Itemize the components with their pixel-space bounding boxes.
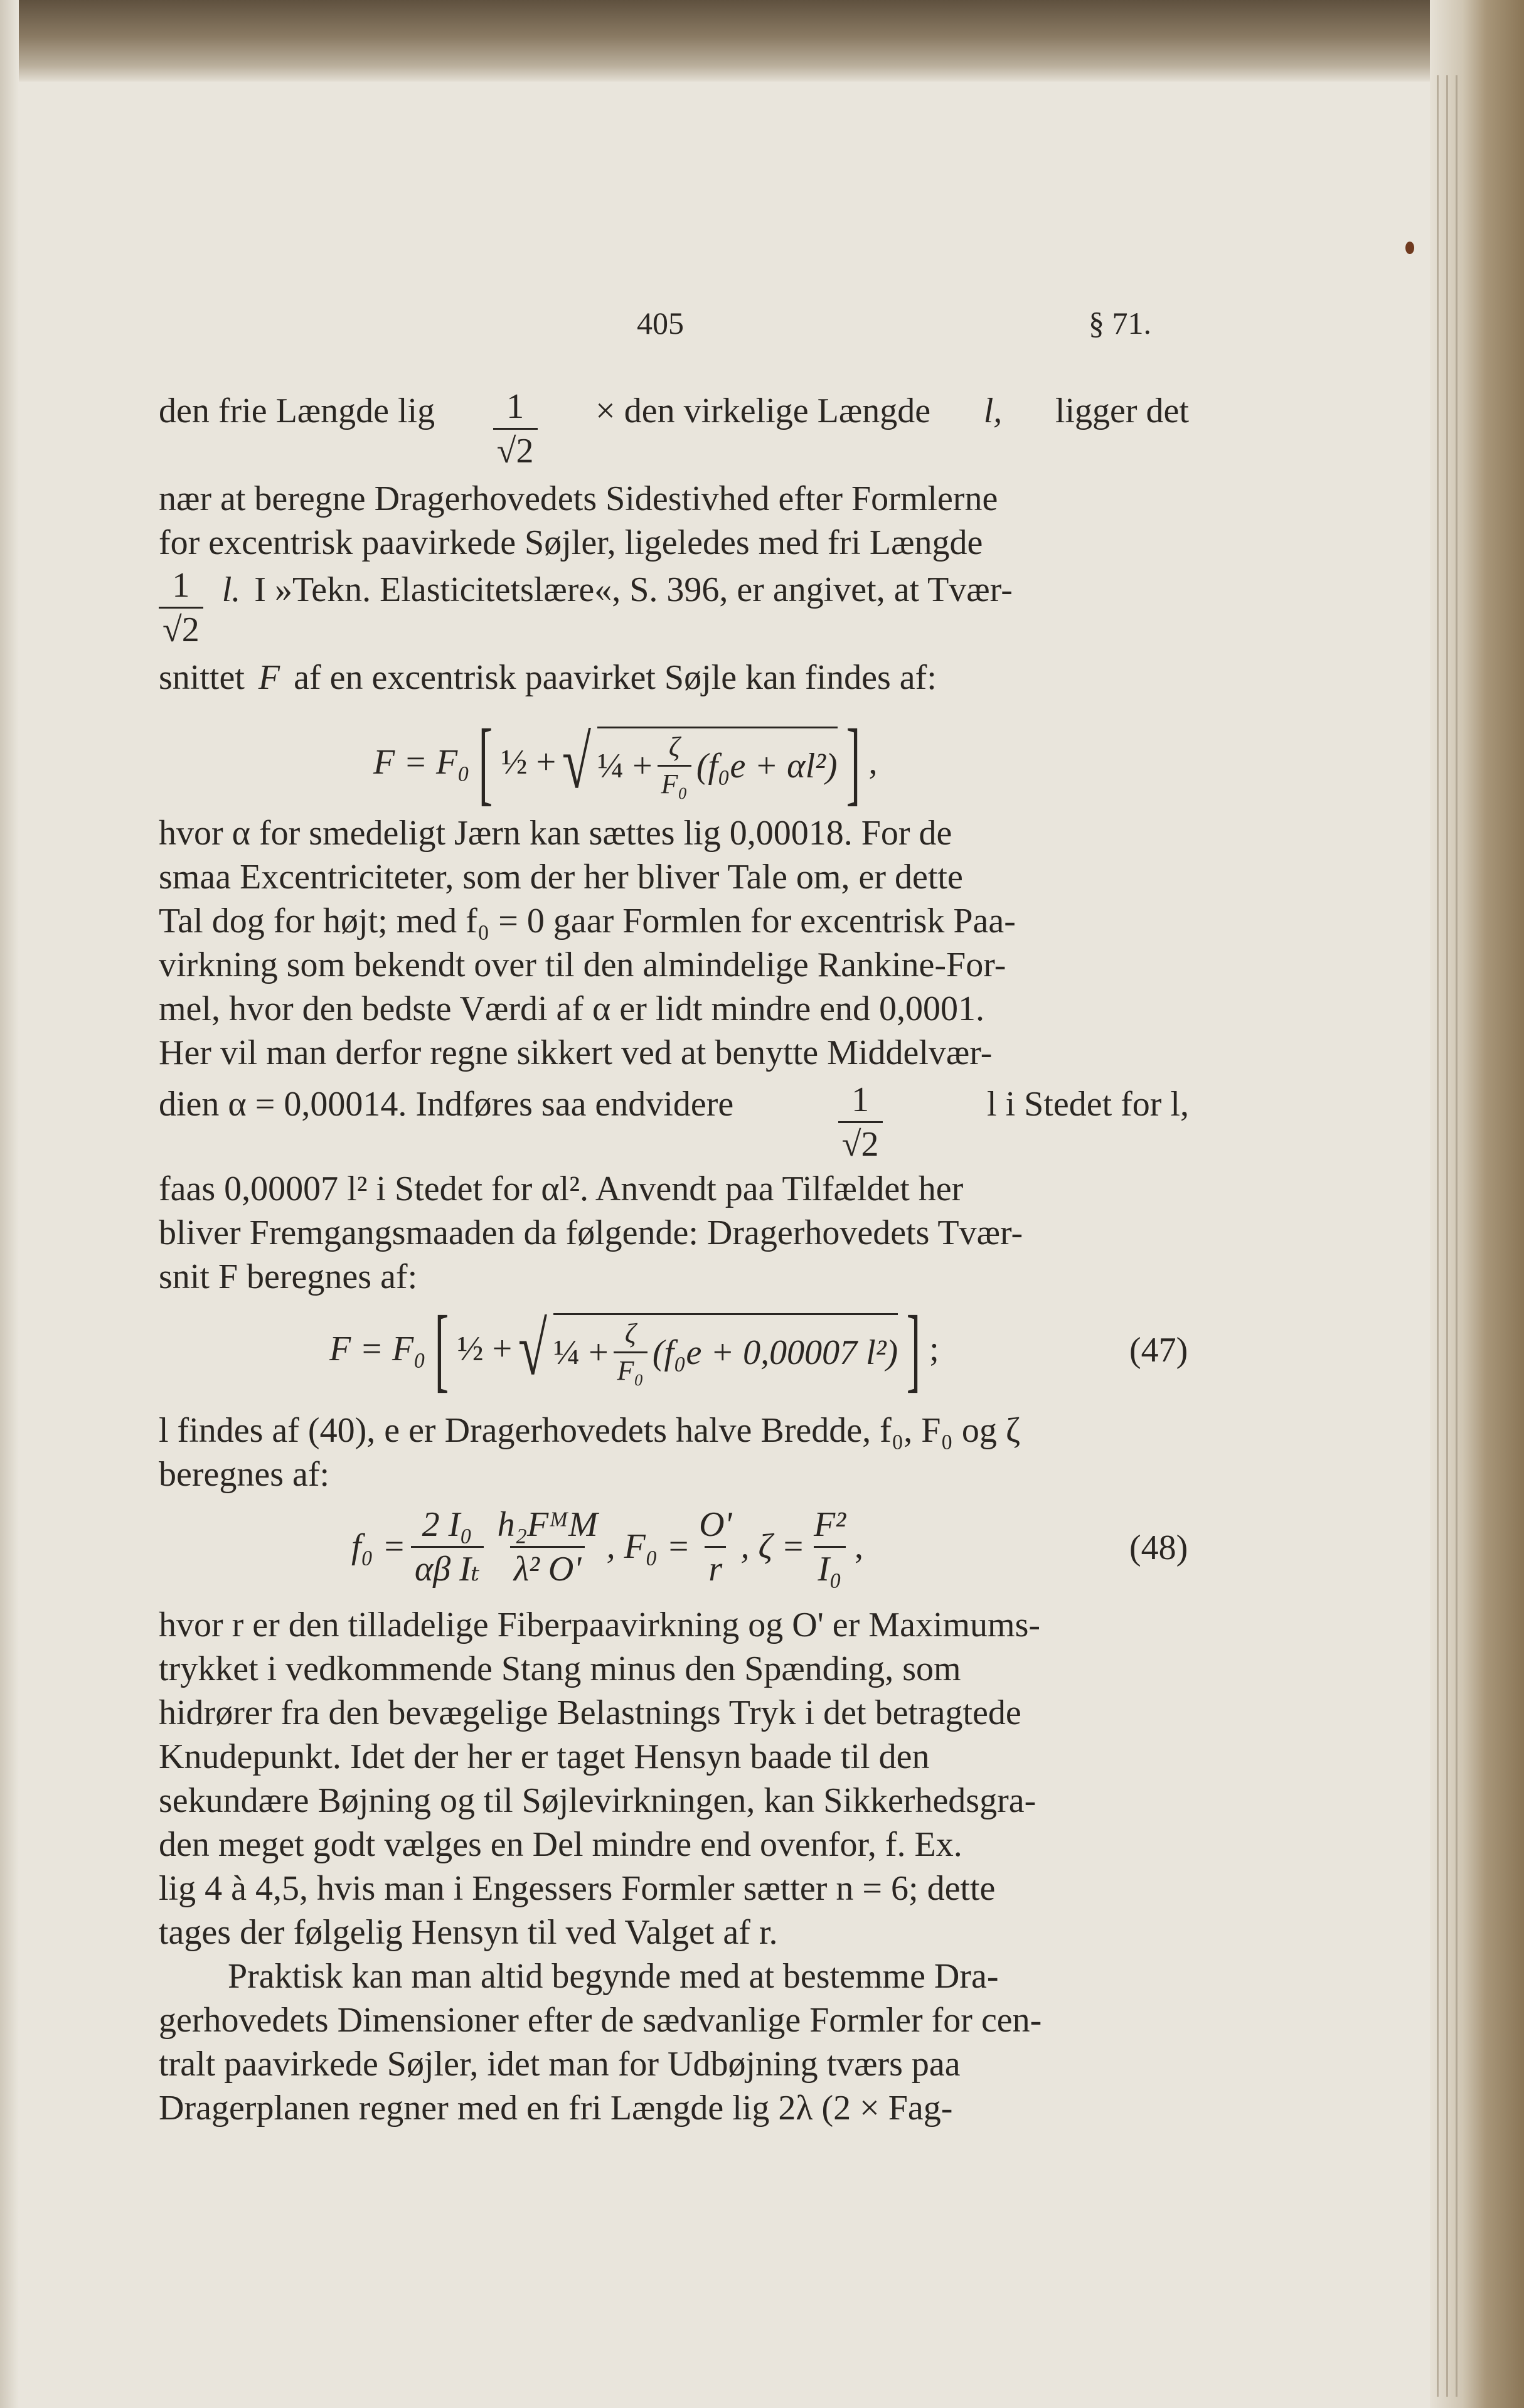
text-line xyxy=(159,1082,1189,1162)
ink-spot xyxy=(1405,242,1414,254)
page-top-edge xyxy=(0,0,1524,82)
page-edge-line xyxy=(1437,75,1439,2397)
fraction xyxy=(838,1082,883,1162)
text-line xyxy=(159,656,1189,700)
fraction-numerator: O' xyxy=(699,1505,732,1544)
sqrt-sign: √ xyxy=(518,1307,548,1390)
text-line: hvor α for smedeligt Jærn kan sættes lig 0,00018. For de xyxy=(159,814,952,853)
bracket-close: ] xyxy=(906,1297,921,1401)
text-fragment: l i Stedet for l, xyxy=(987,1085,1189,1124)
text-line: smaa Excentriciteter, som der her bliver Tale om, er dette xyxy=(159,858,963,897)
math-variable: l, xyxy=(983,392,1003,430)
fraction-numerator: 1 xyxy=(851,1080,870,1119)
text-line: mel, hvor den bedste Værdi af α er lidt mindre end 0,0001. xyxy=(159,989,985,1028)
radicand xyxy=(597,727,838,798)
formula-punct: , xyxy=(854,1527,863,1566)
fraction-numerator: 2 I₀ xyxy=(422,1505,472,1544)
fraction-numerator: ζ xyxy=(624,1318,636,1349)
fraction-numerator: F² xyxy=(813,1505,846,1544)
fraction-denominator: √2 xyxy=(838,1121,883,1162)
fraction xyxy=(810,1507,850,1587)
fraction-denominator: λ² O' xyxy=(510,1546,585,1587)
sqrt-sign: √ xyxy=(562,720,592,804)
text-fragment: I »Tekn. Elasticitetslære«, S. 396, er angivet, at Tvær- xyxy=(254,570,1013,609)
text-line: trykket i vedkommende Stang minus den Spænding, som xyxy=(159,1649,961,1688)
text-line: Tal dog for højt; med f₀ = 0 gaar Formlen for excentrisk Paa- xyxy=(159,902,1016,940)
text-line: lig 4 à 4,5, hvis man i Engessers Formler sætter n = 6; dette xyxy=(159,1869,996,1908)
formula-48 xyxy=(351,1493,863,1600)
fraction xyxy=(159,568,203,647)
text-fragment: × den virkelige Længde xyxy=(595,392,931,430)
fraction-denominator: √2 xyxy=(493,428,538,469)
fraction xyxy=(493,389,538,469)
math-variable: F xyxy=(258,658,280,697)
text-line: Her vil man derfor regne sikkert ved at benytte Middelvær- xyxy=(159,1033,993,1072)
formula-term: ¼ + xyxy=(597,746,653,786)
text-line: beregnes af: xyxy=(159,1455,330,1494)
fraction-numerator: ζ xyxy=(668,732,680,762)
text-line: snit F beregnes af: xyxy=(159,1257,418,1296)
formula-tvaersnit xyxy=(373,709,878,816)
equation-number: (47) xyxy=(1129,1331,1188,1370)
math-variable: l. xyxy=(221,570,241,609)
section-mark: § 71. xyxy=(1089,306,1151,341)
text-fragment: af en excentrisk paavirket Søjle kan findes af: xyxy=(294,658,937,697)
formula-lhs: f₀ = xyxy=(351,1527,406,1566)
formula-punct: ; xyxy=(929,1329,939,1368)
text-line: Dragerplanen regner med en fri Længde lig 2λ (2 × Fag- xyxy=(159,2089,953,2128)
radicand xyxy=(553,1313,898,1385)
text-line xyxy=(159,389,1189,469)
text-line: Praktisk kan man altid begynde med at bestemme Dra- xyxy=(228,1957,999,1996)
bracket-open: [ xyxy=(434,1297,449,1401)
text-line xyxy=(159,568,1189,647)
text-line: bliver Fremgangsmaaden da følgende: Dragerhovedets Tvær- xyxy=(159,1213,1023,1252)
fraction-denominator: r xyxy=(705,1546,726,1587)
formula-punct: , xyxy=(868,743,878,782)
fraction xyxy=(411,1507,484,1587)
text-line: faas 0,00007 l² i Stedet for αl². Anvendt paa Tilfældet her xyxy=(159,1169,964,1208)
formula-term: (f₀e + 0,00007 l²) xyxy=(652,1333,898,1372)
text-line: virkning som bekendt over til den almindelige Rankine-For- xyxy=(159,946,1006,984)
text-line: sekundære Bøjning og til Søjlevirkningen, kan Sikkerhedsgra- xyxy=(159,1781,1036,1820)
page-header xyxy=(0,305,1524,349)
text-fragment: dien α = 0,00014. Indføres saa endvidere xyxy=(159,1085,734,1124)
text-line: den meget godt vælges en Del mindre end ovenfor, f. Ex. xyxy=(159,1825,962,1864)
fraction-numerator: 1 xyxy=(172,566,190,605)
equation-number: (48) xyxy=(1129,1528,1188,1567)
text-line: tages der følgelig Hensyn til ved Valget af r. xyxy=(159,1913,778,1952)
fraction xyxy=(494,1507,602,1587)
page-right-edge xyxy=(1430,0,1524,2408)
fraction-denominator: F₀ xyxy=(614,1351,647,1385)
fraction xyxy=(658,733,691,798)
fraction xyxy=(695,1507,735,1587)
fraction-denominator: αβ Iₜ xyxy=(411,1546,484,1587)
formula-term: ½ + xyxy=(457,1329,513,1368)
bracket-close: ] xyxy=(846,710,860,814)
text-line: l findes af (40), e er Dragerhovedets halve Bredde, f₀, F₀ og ζ xyxy=(159,1411,1021,1450)
formula-47 xyxy=(329,1296,939,1402)
formula-lhs: F = F₀ xyxy=(329,1329,426,1368)
fraction-denominator: √2 xyxy=(159,607,203,647)
text-fragment: snittet xyxy=(159,658,245,697)
formula-term: (f₀e + αl²) xyxy=(696,746,838,786)
page-left-edge xyxy=(0,0,19,2408)
page-edge-line xyxy=(1456,75,1457,2397)
text-line: Knudepunkt. Idet der her er taget Hensyn baade til den xyxy=(159,1737,930,1776)
text-line: hidrører fra den bevægelige Belastnings Tryk i det betragtede xyxy=(159,1693,1021,1732)
formula-term: ¼ + xyxy=(553,1333,609,1372)
text-line: for excentrisk paavirkede Søjler, ligeledes med fri Længde xyxy=(159,523,983,562)
fraction-denominator: I₀ xyxy=(814,1546,845,1587)
page-edge-line xyxy=(1446,75,1448,2397)
fraction xyxy=(614,1320,647,1385)
formula-term: , F₀ = xyxy=(606,1527,691,1566)
text-line: nær at beregne Dragerhovedets Sidestivhed efter Formlerne xyxy=(159,479,998,518)
page-number: 405 xyxy=(637,306,684,341)
text-fragment: ligger det xyxy=(1055,392,1189,430)
fraction-denominator: F₀ xyxy=(658,765,691,798)
fraction-numerator: h₂FᴹM xyxy=(497,1505,598,1544)
formula-term: ½ + xyxy=(501,743,557,782)
text-fragment: den frie Længde lig xyxy=(159,392,435,430)
text-line: gerhovedets Dimensioner efter de sædvanlige Formler for cen- xyxy=(159,2001,1042,2040)
text-line: tralt paavirkede Søjler, idet man for Udbøjning tværs paa xyxy=(159,2045,961,2084)
bracket-open: [ xyxy=(478,710,493,814)
formula-term: , ζ = xyxy=(740,1527,805,1566)
fraction-numerator: 1 xyxy=(506,387,525,426)
formula-lhs: F = F₀ xyxy=(373,743,470,782)
text-line: hvor r er den tilladelige Fiberpaavirkning og O' er Maximums- xyxy=(159,1606,1041,1644)
